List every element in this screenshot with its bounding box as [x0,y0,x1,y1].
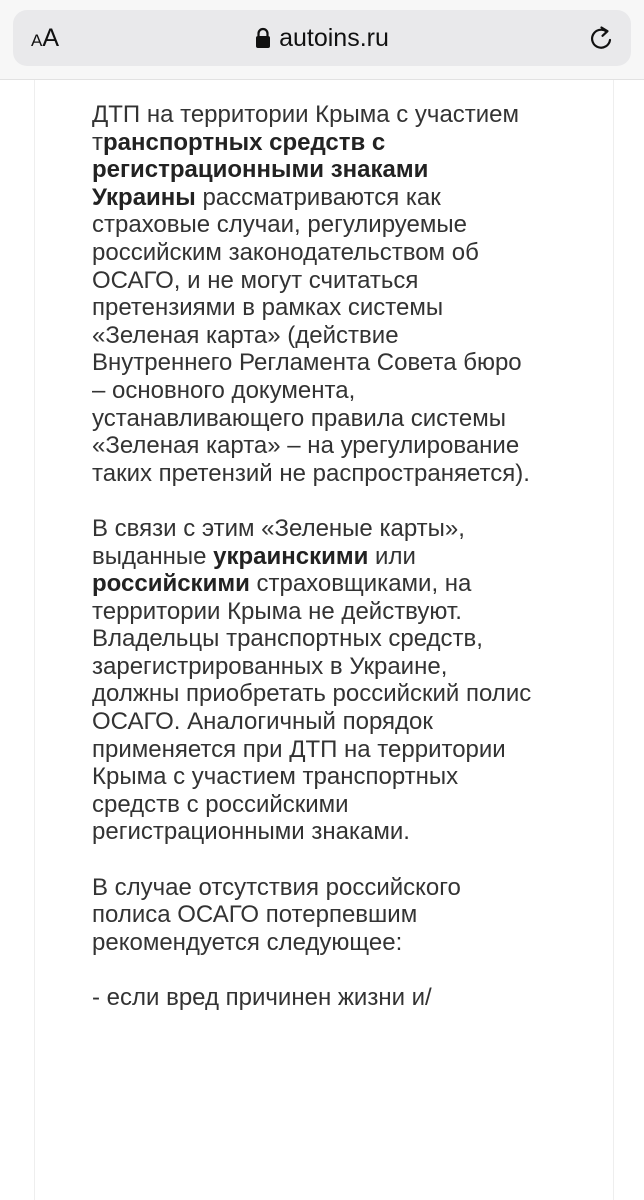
text-run: рассматриваются как страховые случаи, регулируемые российским законодательством об ОСАГО, и не могут считаться претензиями в рамках системы «Зеленая карта» (действие Внутреннего Регламента Совета бюро – основного документа, устанавливающего правила системы «Зеленая карта» – на урегулирование таких претензий не распространяется). [92,183,530,487]
bold-text-run: украинскими [213,542,369,570]
lock-icon [255,27,271,49]
url-display[interactable] [13,22,631,54]
url-text: autoins.ru [279,24,389,52]
text-size-small-label: A [31,31,43,50]
bold-text-run: ранспортных средств с регистрационными знаками Украины [92,128,429,211]
text-run: В связи с этим «Зеленые карты», выданные [92,514,465,570]
article-paragraph-2 [92,515,532,846]
reload-icon[interactable] [587,23,617,53]
address-bar[interactable] [13,10,631,66]
text-run: страховщиками, на территории Крыма не действуют. Владельцы транспортных средств, зарегистрированных в Украине, должны приобретать российский полис ОСАГО. Аналогичный порядок применяется при ДТП на территории Крыма с участием транспортных средств с российскими регистрационными знаками. [92,570,532,846]
text-run: ДТП на территории Крыма с участием т [92,101,520,156]
article-paragraph-3: В случае отсутствия российского полиса ОСАГО потерпевшим рекомендуется следующее: [92,873,461,956]
article-paragraph-1 [92,101,532,487]
article-body [92,101,532,1039]
bold-text-run: российскими [92,570,250,598]
browser-toolbar [0,0,644,80]
article-paragraph-4: - если вред причинен жизни и/ [92,984,432,1011]
text-size-large-label: A [42,24,60,52]
text-run: или [368,542,416,570]
